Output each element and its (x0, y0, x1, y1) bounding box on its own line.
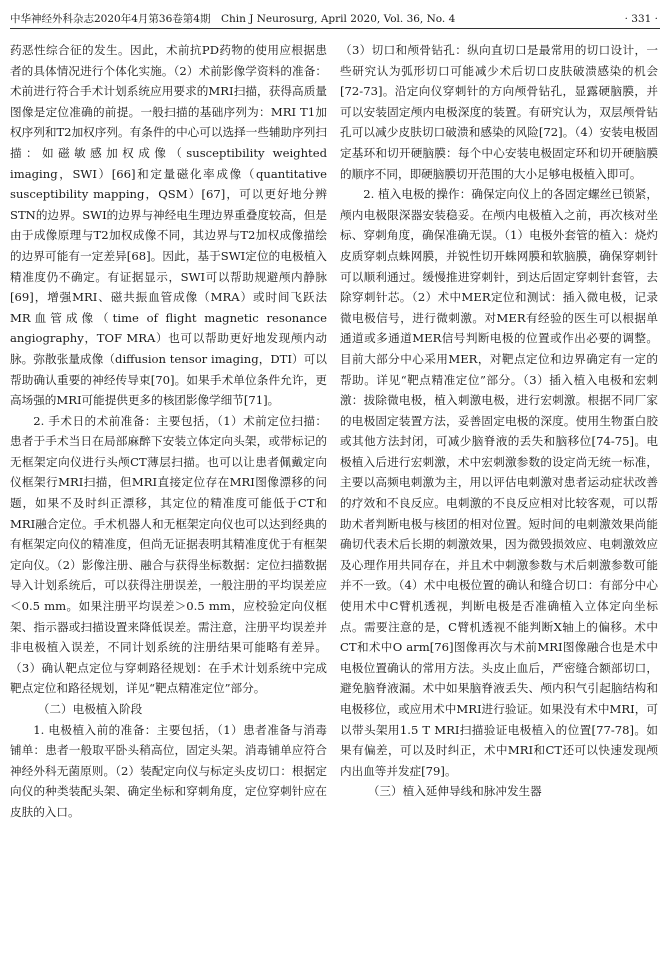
paragraph-imaging-preparation: 药恶性综合征的发生。因此，术前抗PD药物的使用应根据患者的具体情况进行个体化实施。（2）术前影像学资料的准备：术前进行符合手术计划系统应用要求的MRI扫描，获得高质量图像是定位准确的前提。一般扫描的基础序列为：MRI T1加权序列和T2加权序列。有条件的中心可以选择一些辅助序列扫描：如磁敏感加权成像（susceptibility weighted imaging，SWI）[66]和定量磁化率成像（quantitative susceptibility mapping，QSM）[67]，可以更好地分辨STN的边界。SWI的边界与神经电生理边界重叠度较高，但是由于成像原理与T2加权成像不同，其边界与T2加权成像描绘的边界可能有一定差异[68]。因此，基于SWI定位的电极植入精准度仍不确定。有证据显示，SWI可以帮助规避颅内静脉[69]，增强MRI、磁共振血管成像（MRA）或时间飞跃法MR血管成像（time of flight magnetic resonance angiography，TOF MRA）也可以帮助更好地发现颅内动脉。弥散张量成像（diffusion tensor imaging，DTI）可以帮助确认重要的神经传导束[70]。如果手术单位条件允许，更高场强的MRI可能提供更多的核团影像学细节[71]。 (10, 43, 327, 408)
right-column (340, 40, 658, 965)
left-column (10, 40, 327, 965)
paragraph-pre-implantation: 1. 电极植入前的准备：主要包括，（1）患者准备与消毒铺单：患者一般取平卧头稍高位，固定头架。消毒铺单应符合神经外科无菌原则。（2）装配定向仪与标定头皮切口：根据定向仪的种类装配头架、确定坐标和穿刺角度，定位穿刺针应在皮肤的入口。 (10, 722, 327, 819)
paragraph-incision-drilling: （3）切口和颅骨钻孔：纵向直切口是最常用的切口设计，一些研究认为弧形切口可能减少术后切口皮肤破溃感染的机会[72-73]。沿定向仪穿刺针的方向颅骨钻孔，显露硬脑膜，并可以安装固定颅内电极深度的装置。有研究认为，双层颅骨钻孔可以减少皮肤切口破溃和感染的风险[72]。（4）安装电极固定基环和切开硬脑膜：每个中心安装电极固定环和切开硬脑膜的顺序不同，即硬脑膜切开范围的大小足够电极植入即可。 (340, 43, 658, 181)
paragraph-surgery-day-preparation: 2. 手术日的术前准备：主要包括，（1）术前定位扫描：患者于手术当日在局部麻醉下安装立体定向头架，或带标记的无框架定向仪进行头颅CT薄层扫描。也可以让患者佩戴定向仪框架行MRI扫描，但MRI直接定位存在MRI图像漂移的问题，如果不及时纠正漂移，其定位的精准度可能低于CT和MRI融合定位。手术机器人和无框架定向仪也可以达到经典的有框架定向仪的精准度，但尚无证据表明其精准度优于有框架定向仪。（2）影像注册、融合与获得坐标数据：定位扫描数据导入计划系统后，可以获得注册误差，一般注册的平均误差应＜0.5 mm。如果注册平均误差＞0.5 mm，应校验定向仪框架、指示器或扫描设置来降低误差。需注意，注册平均误差并非电极植入误差，不同计划系统的注册结果可能略有差异。（3）确认靶点定位与穿刺路径规划：在手术计划系统中完成靶点定位和路径规划，详见“靶点精准定位”部分。 (10, 413, 327, 696)
section-heading-electrode-implantation: （二）电极植入阶段 (37, 702, 143, 716)
running-header (10, 10, 660, 29)
page-number: · 331 · (624, 13, 658, 25)
section-heading-extension-lead: （三）植入延伸导线和脉冲发生器 (367, 784, 542, 799)
paragraph-electrode-operation: 2. 植入电极的操作：确保定向仪上的各固定螺丝已锁紧，颅内电极限深器安装稳妥。在颅内电极植入之前，再次核对坐标、穿刺角度，确保准确无误。（1）电极外套管的植入：烧灼皮质穿刺点蛛网膜，并锐性切开蛛网膜和软脑膜，确保穿刺针可以顺利通过。缓慢推进穿刺针，到达后固定穿刺针套管，去除穿刺针芯。（2）术中MER定位和测试：插入微电极，记录微电极信号，进行微刺激。对MER有经验的医生可以根据单通道或多通道MER信号判断电极的位置或作出必要的调整。目前大部分中心采用MER，对靶点定位和边界确定有一定的帮助。详见“靶点精准定位”部分。（3）插入植入电极和宏刺激：拔除微电极，植入刺激电极，进行宏刺激。根据不同厂家的电极固定装置方法，妥善固定电极的深度。使用生物蛋白胶或其他方法封闭，可减少脑脊液的丢失和脑移位[74-75]。电极植入后进行宏刺激，术中宏刺激参数的设定尚无统一标准，主要以高频电刺激为主，用以评估电刺激对患者运动症状改善的疗效和不良反应。电刺激的不良反应相对比较客观，可以帮助术者判断电极与核团的相对位置。短时间的电刺激效果尚能确切代表术后长期的刺激效果，因为微毁损效应、电刺激效应及心理作用共同存在，并且术中刺激参数与术后刺激参数可能并不一致。（4）术中电极位置的确认和缝合切口：有部分中心使用术中C臂机透视，判断电极是否准确植入立体定向坐标点。需要注意的是，C臂机透视不能判断X轴上的偏移。术中CT和术中O arm[76]图像再次与术前MRI图像融合也是术中电极位置确认的常用方法。头皮止血后，严密缝合额部切口，避免脑脊液漏。术中如果脑脊液丢失、颅内积气引起脑结构和电极移位，或应用术中MRI进行验证。如果没有术中MRI，可以带头架用1.5 T MRI扫描验证电极植入的位置[77-78]。如果有偏差，可以及时纠正，术中MRI和CT还可以快速发现颅内出血等并发症[79]。 (340, 187, 658, 778)
journal-citation: 中华神经外科杂志2020年4月第36卷第4期 Chin J Neurosurg, April 2020, Vol. 36, No. 4 (10, 13, 456, 25)
